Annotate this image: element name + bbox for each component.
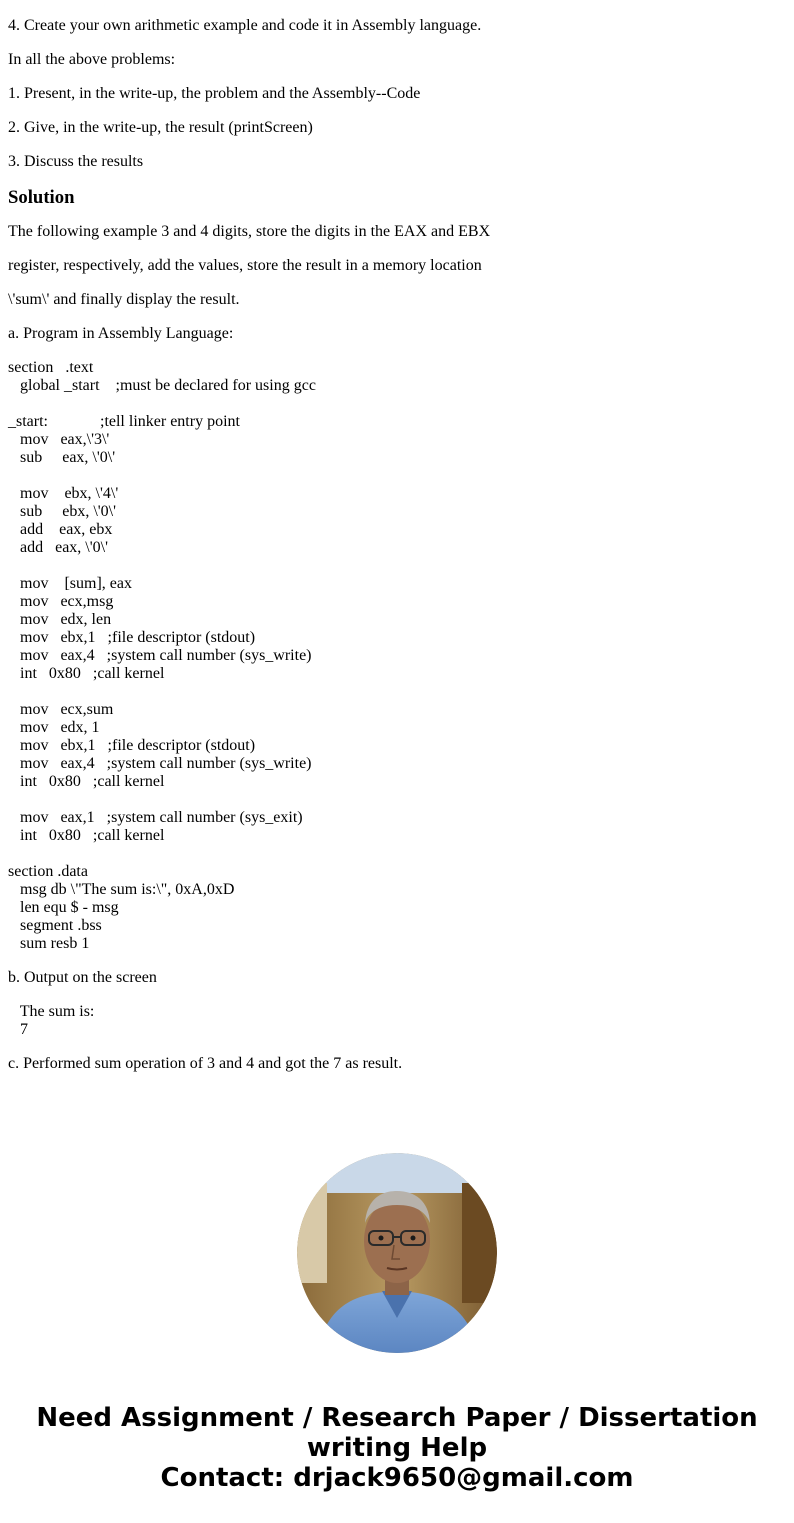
requirement-2: 2. Give, in the write-up, the result (printScreen)	[8, 119, 313, 136]
solution-line-1: The following example 3 and 4 digits, store the digits in the EAX and EBX	[8, 223, 491, 240]
all-problems-intro: In all the above problems:	[8, 51, 176, 68]
requirement-1: 1. Present, in the write-up, the problem and the Assembly--Code	[8, 85, 421, 102]
top-partial-line	[8, 0, 784, 1]
part-a-label: a. Program in Assembly Language:	[8, 325, 234, 342]
part-b-label: b. Output on the screen	[8, 969, 157, 986]
solution-heading: Solution	[8, 187, 75, 208]
solution-line-2: register, respectively, add the values, store the result in a memory location	[8, 257, 482, 274]
author-portrait	[297, 1153, 497, 1353]
solution-line-3: \'sum\' and finally display the result.	[8, 291, 240, 308]
author-avatar	[297, 1153, 497, 1353]
promo-line-1: Need Assignment / Research Paper / Dissertation	[36, 1403, 758, 1433]
promo-contact: Contact: drjack9650@gmail.com	[160, 1463, 634, 1493]
document-body	[8, 0, 784, 1089]
program-output: The sum is: 7	[19, 1003, 95, 1038]
assembly-code: section .text global _start ;must be declared for using gcc _start: ;tell linker entry point mov eax,\'3\' sub eax, \'0\' mov ebx, \'4\' sub ebx, \'0\' add eax, ebx add eax, \'0\' mov [sum], eax mov ecx,msg mov edx, len mov ebx,1 ;file descriptor (stdout) mov eax,4 ;system call number (sys_write) int 0x80 ;call kernel mov ecx,sum mov edx, 1 mov ebx,1 ;file descriptor (stdout) mov eax,4 ;system call number (sys_write) int 0x80 ;call kernel mov eax,1 ;system call number (sys_exit) int 0x80 ;call kernel section .data msg db \"The sum is:\", 0xA,0xD len equ $ - msg segment .bss sum resb 1	[8, 359, 316, 952]
part-c: c. Performed sum operation of 3 and 4 and got the 7 as result.	[8, 1055, 403, 1072]
promo-banner	[0, 1403, 794, 1493]
promo-line-2: writing Help	[306, 1433, 488, 1463]
problem-4: 4. Create your own arithmetic example and code it in Assembly language.	[8, 17, 482, 34]
requirement-3: 3. Discuss the results	[8, 153, 144, 170]
